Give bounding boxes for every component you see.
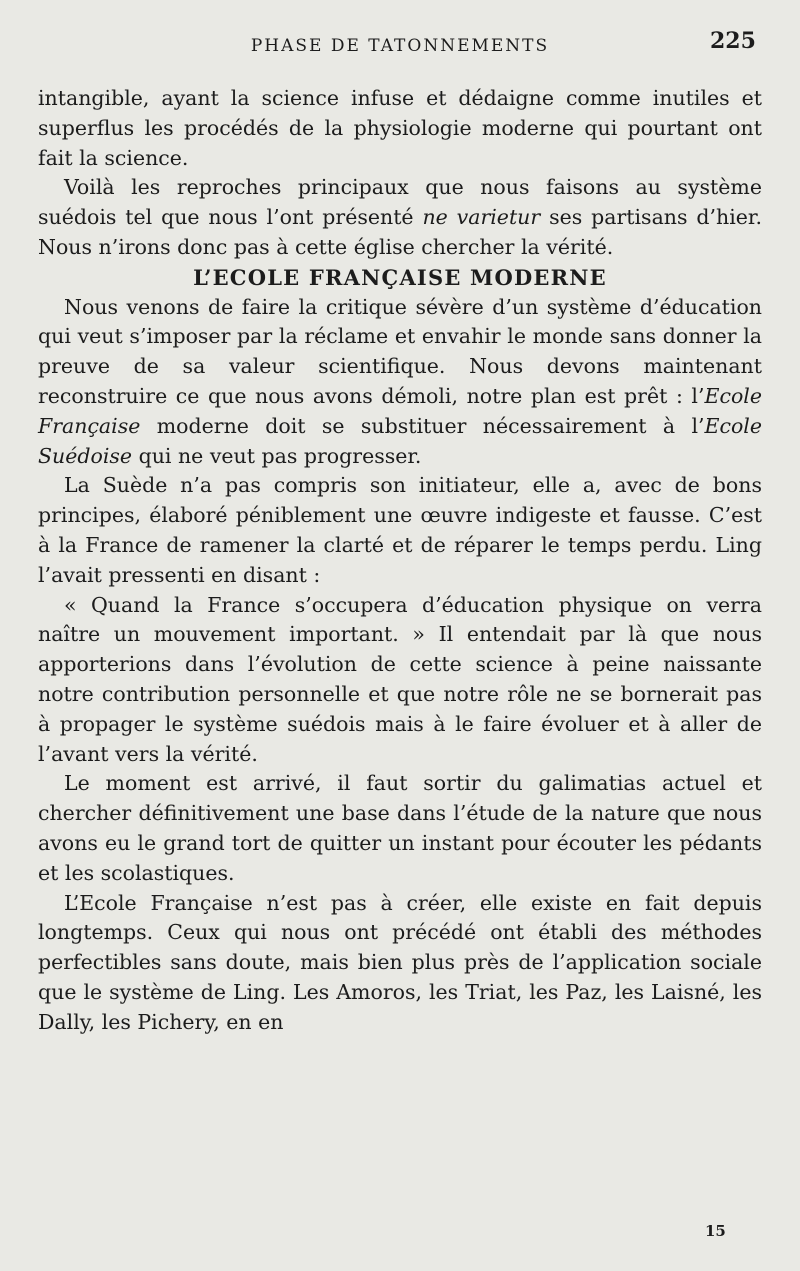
italic-phrase: ne varietur — [422, 205, 541, 230]
paragraph: « Quand la France s’occupera d’éducation physique on verra naître un mouvement important. » Il entendait par là que nous apporterions dans l’évolution de cette science à peine naissante notre contribution personnelle et que notre rôle ne se bornerait pas à propager le système suédois mais à le faire évoluer et à aller de l’avant vers la vérité. — [38, 592, 762, 766]
text-run: qui ne veut pas progresser. — [132, 443, 422, 468]
text-run: Voilà les reproches principaux que nous faisons au système suédois tel que nous l’ont présenté — [38, 175, 762, 230]
main-text — [38, 84, 762, 1038]
text-run: moderne doit se substituer nécessairement à l’ — [140, 413, 705, 438]
paragraph: La Suède n’a pas compris son initiateur, elle a, avec de bons principes, élaboré péniblement une œuvre indigeste et fausse. C’est à la France de ramener la clarté et de réparer le temps perdu. Ling l’avait pressenti en disant : — [38, 473, 762, 587]
paragraph: intangible, ayant la science infuse et dédaigne comme inutiles et superflus les procédés de la physiologie moderne qui pourtant ont fait la science. — [38, 86, 762, 170]
paragraph — [38, 293, 762, 472]
italic-phrase: Ecole Suédoise — [38, 413, 762, 468]
running-title: PHASE DE TATONNEMENTS — [250, 36, 550, 56]
page-number: 225 — [710, 28, 756, 54]
text-run: Nous venons de faire la critique sévère d’un système d’éducation qui veut s’imposer par la réclame et envahir le monde sans donner la preuve de sa valeur scientifique. Nous devons maintenant reconstruire ce que nous avons démoli, notre plan est prêt : l’ — [38, 294, 762, 408]
italic-phrase: Ecole Française — [38, 383, 762, 438]
paragraph: Le moment est arrivé, il faut sortir du galimatias actuel et chercher définitivement une base dans l’étude de la nature que nous avons eu le grand tort de quitter un instant pour écouter les pédants et les scolastiques. — [38, 771, 762, 885]
text-run: ses partisans d’hier. Nous n’irons donc pas à cette église chercher la vérité. — [38, 205, 762, 259]
signature-mark: 15 — [705, 1222, 726, 1240]
paragraph: L’Ecole Française n’est pas à créer, elle existe en fait depuis longtemps. Ceux qui nous ont précédé ont établi des méthodes perfectibles sans doute, mais bien plus près de l’application sociale que le système de Ling. Les Amoros, les Triat, les Paz, les Laisné, les Dally, les Pichery, en en — [38, 890, 762, 1034]
section-heading: L’ECOLE FRANÇAISE MODERNE — [193, 264, 607, 290]
paragraph — [38, 173, 762, 262]
